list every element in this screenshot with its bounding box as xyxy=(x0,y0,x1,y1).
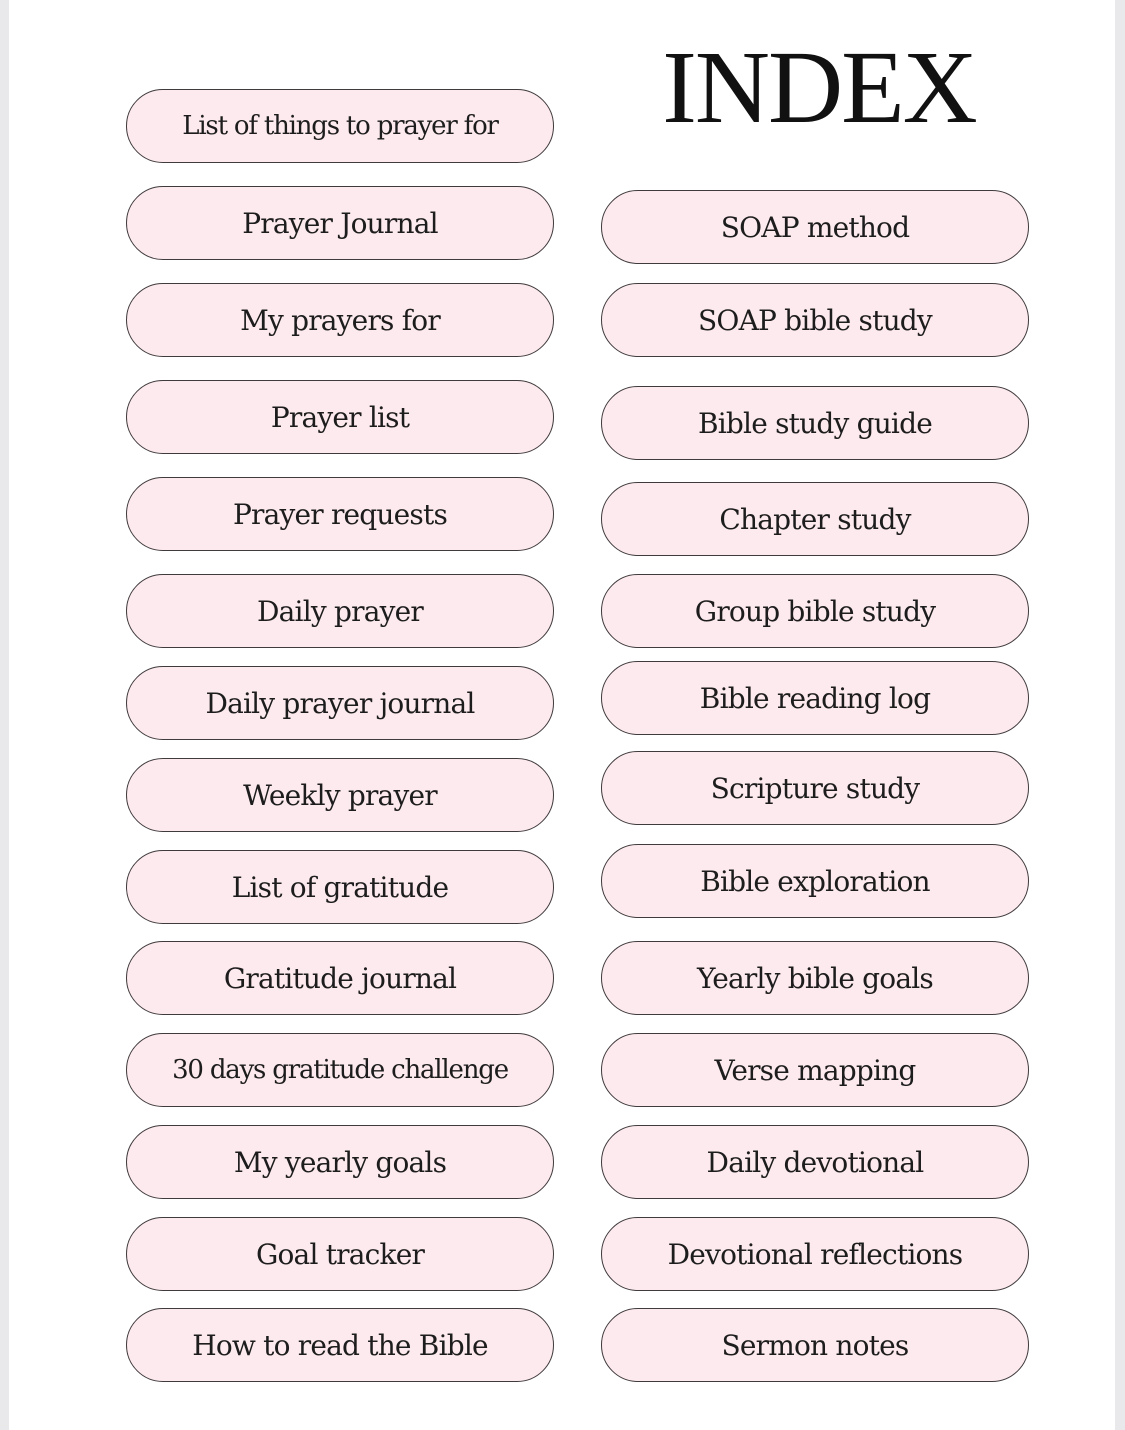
right-index-column xyxy=(601,0,1031,1430)
index-item-daily-prayer-journal[interactable] xyxy=(126,666,554,740)
index-item-label: Verse mapping xyxy=(714,1053,916,1087)
index-item-label: Prayer list xyxy=(270,400,410,434)
index-item-soap-method[interactable] xyxy=(601,190,1029,264)
index-item-label: Bible reading log xyxy=(699,681,931,715)
index-item-label: List of things to prayer for xyxy=(182,111,498,141)
index-item-label: Sermon notes xyxy=(721,1328,909,1362)
index-item-label: SOAP bible study xyxy=(698,303,932,337)
index-item-label: Gratitude journal xyxy=(223,961,457,995)
index-item-label: Devotional reflections xyxy=(667,1237,963,1271)
index-item-daily-devotional[interactable] xyxy=(601,1125,1029,1199)
index-item-label: Prayer requests xyxy=(232,497,448,531)
index-item-30-days-gratitude-challenge[interactable] xyxy=(126,1033,554,1107)
index-item-how-to-read-the-bible[interactable] xyxy=(126,1308,554,1382)
index-item-label: Prayer Journal xyxy=(242,206,438,240)
index-item-label: Scripture study xyxy=(710,771,920,805)
index-item-daily-prayer[interactable] xyxy=(126,574,554,648)
index-item-label: Group bible study xyxy=(694,594,936,628)
index-item-bible-study-guide[interactable] xyxy=(601,386,1029,460)
index-item-label: Daily prayer journal xyxy=(205,686,475,720)
index-item-yearly-bible-goals[interactable] xyxy=(601,941,1029,1015)
page-title: INDEX xyxy=(662,30,976,145)
index-item-label: Goal tracker xyxy=(255,1237,425,1271)
index-item-label: Daily devotional xyxy=(706,1145,924,1179)
index-item-bible-exploration[interactable] xyxy=(601,844,1029,918)
index-item-label: My yearly goals xyxy=(233,1145,447,1179)
index-item-prayer-journal[interactable] xyxy=(126,186,554,260)
index-item-label: Yearly bible goals xyxy=(696,961,933,995)
index-item-verse-mapping[interactable] xyxy=(601,1033,1029,1107)
index-item-label: 30 days gratitude challenge xyxy=(172,1055,508,1085)
index-item-soap-bible-study[interactable] xyxy=(601,283,1029,357)
index-item-label: List of gratitude xyxy=(231,870,449,904)
index-item-weekly-prayer[interactable] xyxy=(126,758,554,832)
index-item-group-bible-study[interactable] xyxy=(601,574,1029,648)
index-item-label: Weekly prayer xyxy=(243,778,437,812)
index-item-list-of-gratitude[interactable] xyxy=(126,850,554,924)
index-item-scripture-study[interactable] xyxy=(601,751,1029,825)
index-page xyxy=(9,0,1115,1430)
index-item-my-yearly-goals[interactable] xyxy=(126,1125,554,1199)
index-item-chapter-study[interactable] xyxy=(601,482,1029,556)
index-item-label: Bible study guide xyxy=(698,406,932,440)
index-item-prayer-requests[interactable] xyxy=(126,477,554,551)
index-item-gratitude-journal[interactable] xyxy=(126,941,554,1015)
index-item-my-prayers-for[interactable] xyxy=(126,283,554,357)
index-item-label: How to read the Bible xyxy=(192,1328,488,1362)
index-item-label: Chapter study xyxy=(719,502,911,536)
index-item-label: Daily prayer xyxy=(257,594,423,628)
index-item-label: SOAP method xyxy=(720,210,910,244)
index-item-goal-tracker[interactable] xyxy=(126,1217,554,1291)
index-item-devotional-reflections[interactable] xyxy=(601,1217,1029,1291)
index-item-label: My prayers for xyxy=(240,303,440,337)
left-index-column xyxy=(126,0,556,1430)
index-item-sermon-notes[interactable] xyxy=(601,1308,1029,1382)
index-item-list-of-things-to-prayer-for[interactable] xyxy=(126,89,554,163)
index-item-bible-reading-log[interactable] xyxy=(601,661,1029,735)
index-item-label: Bible exploration xyxy=(700,864,930,898)
index-item-prayer-list[interactable] xyxy=(126,380,554,454)
